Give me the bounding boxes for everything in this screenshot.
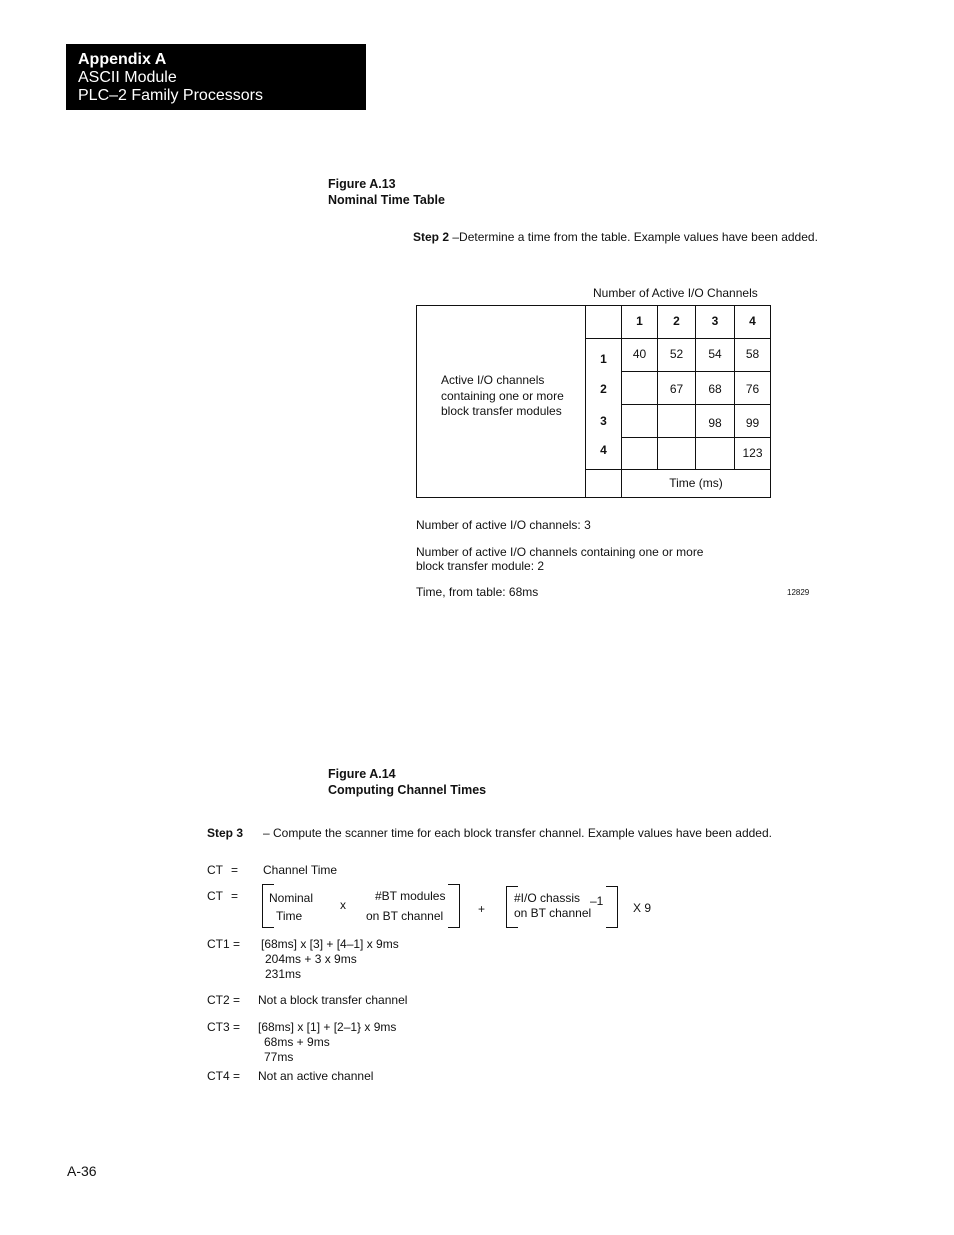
col-header: 3 — [711, 314, 719, 328]
time-cell: 76 — [745, 382, 760, 396]
formula-nominal: Nominal — [269, 891, 314, 905]
ct1-line1: [68ms] x [3] + [4–1] x 9ms — [261, 937, 399, 951]
ct1-line3: 231ms — [265, 967, 302, 981]
formula-times: x — [340, 898, 346, 912]
module-name: ASCII Module — [78, 69, 177, 86]
nominal-time-table — [416, 305, 771, 498]
step-3-label: Step 3 — [207, 826, 244, 840]
row-header: 4 — [600, 443, 607, 457]
time-cell: 68 — [708, 382, 722, 396]
time-cell: 58 — [745, 347, 760, 361]
table-top-caption: Number of Active I/O Channels — [593, 286, 758, 300]
ct1-line2: 204ms + 3 x 9ms — [265, 952, 357, 966]
time-cell: 99 — [745, 416, 760, 430]
step-2-text: –Determine a time from the table. Example values have been added. — [452, 230, 818, 244]
ct4-text: Not an active channel — [258, 1069, 374, 1083]
ct3-lhs: CT3 = — [207, 1020, 241, 1034]
ct-def-rhs: Channel Time — [263, 863, 338, 877]
ct4-lhs: CT4 = — [207, 1069, 241, 1083]
formula-x9: X 9 — [633, 901, 652, 915]
figure-13-title: Nominal Time Table — [328, 193, 445, 207]
figure-number: 12829 — [787, 588, 810, 597]
formula-io-chassis: #I/O chassis — [514, 891, 581, 905]
appendix-title: Appendix A — [78, 51, 167, 68]
time-cell: 52 — [669, 347, 684, 361]
note-bt-channels: Number of active I/O channels containing one or more block transfer module: 2 — [416, 545, 704, 573]
note-time-from-table: Time, from table: 68ms — [416, 585, 539, 599]
time-cell: 40 — [632, 347, 647, 361]
ct1-lhs: CT1 = — [207, 937, 241, 951]
time-cell: 54 — [708, 347, 722, 361]
col-header: 2 — [673, 314, 680, 328]
step-2-label: Step 2 — [413, 230, 450, 244]
formula-chassis-channel: on BT channel — [514, 906, 592, 920]
step-2 — [413, 230, 818, 244]
ct2-lhs: CT2 = — [207, 993, 241, 1007]
table-bottom-caption: Time (ms) — [669, 476, 723, 490]
time-cell: 67 — [669, 382, 684, 396]
row-header: 3 — [600, 414, 607, 428]
row-header: 1 — [600, 352, 607, 366]
formula-lhs: CT — [207, 889, 223, 903]
formula-bt-channel: on BT channel — [366, 909, 444, 923]
ct-def-lhs: CT — [207, 863, 223, 877]
formula-minus-one: –1 — [590, 894, 604, 908]
ct2-text: Not a block transfer channel — [258, 993, 408, 1007]
formula-eq: = — [231, 889, 239, 903]
ct3-line2: 68ms + 9ms — [264, 1035, 330, 1049]
col-header: 4 — [749, 314, 756, 328]
formula-time: Time — [276, 909, 303, 923]
formula-plus: + — [478, 902, 486, 916]
row-header: 2 — [600, 382, 607, 396]
time-cell: 123 — [742, 446, 763, 460]
time-cell: 98 — [708, 416, 722, 430]
page-number: A-36 — [67, 1163, 97, 1179]
figure-14-title: Computing Channel Times — [328, 783, 487, 797]
step-3-text: – Compute the scanner time for each block transfer channel. Example values have been added. — [263, 826, 772, 840]
figure-14-label: Figure A.14 — [328, 767, 396, 781]
note-active-channels: Number of active I/O channels: 3 — [416, 518, 591, 532]
figure-13-label: Figure A.13 — [328, 177, 396, 191]
col-header: 1 — [636, 314, 643, 328]
appendix-header — [66, 44, 366, 110]
processor-family: PLC–2 Family Processors — [78, 87, 263, 104]
ct3-line3: 77ms — [264, 1050, 294, 1064]
formula-bt-modules: #BT modules — [375, 889, 446, 903]
row-caption: Active I/O channels containing one or more block transfer modules — [441, 373, 564, 418]
ct-def-eq: = — [231, 863, 239, 877]
ct3-line1: [68ms] x [1] + [2–1} x 9ms — [258, 1020, 397, 1034]
